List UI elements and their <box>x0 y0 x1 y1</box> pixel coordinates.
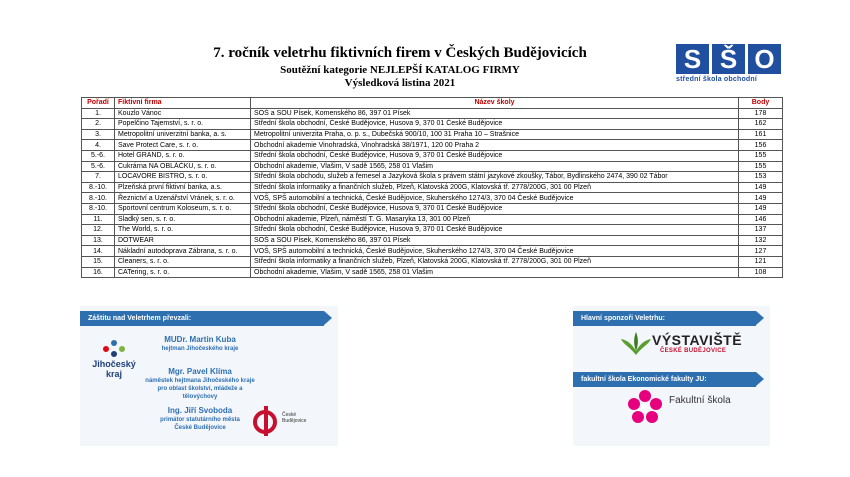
table-row <box>82 140 783 151</box>
patron-name: Ing. Jiří Svoboda <box>167 406 233 415</box>
cell-school: Střední škola obchodu, služeb a řemesel a Jazyková škola s právem státní jazykové zkoušky, Tábor, Bydlinského 2474, 390 02 Tábor <box>251 172 739 183</box>
cell-company: Cleaners, s. r. o. <box>115 256 251 267</box>
city-emblem-icon <box>252 402 282 440</box>
table-row <box>82 172 783 183</box>
ceske-budejovice-logo <box>252 402 312 442</box>
cell-school: Střední škola obchodní, České Budějovice, Husova 9, 370 01 České Budějovice <box>251 150 739 161</box>
column-header-company: Fiktivní firma <box>115 98 251 109</box>
main-sponsors-heading: Hlavní sponzoři Veletrhu: <box>573 311 756 326</box>
cell-school: SOŠ a SOU Písek, Komenského 86, 397 01 Písek <box>251 235 739 246</box>
cell-school: Střední škola obchodní, České Budějovice, Husova 9, 370 01 České Budějovice <box>251 119 739 130</box>
faculty-logo-title: Fakultní škola <box>669 395 731 406</box>
table-row <box>82 129 783 140</box>
patron-2 <box>120 366 280 401</box>
cell-school: Střední škola obchodní, České Budějovice, Husova 9, 370 01 České Budějovice <box>251 203 739 214</box>
cell-company: The World, s. r. o. <box>115 225 251 236</box>
results-table <box>81 97 783 278</box>
city-logo-text: České Budějovice <box>282 412 307 424</box>
table-row <box>82 214 783 225</box>
cell-school: Obchodní akademie, Plzeň, náměstí T. G. Masaryka 13, 301 00 Plzeň <box>251 214 739 225</box>
patron-name: Mgr. Pavel Klíma <box>168 367 232 376</box>
faculty-flower-icon <box>625 388 665 428</box>
cell-company: Metropolitní univerzitní banka, a. s. <box>115 129 251 140</box>
cell-points: 153 <box>739 172 783 183</box>
document-header <box>180 44 620 90</box>
table-row <box>82 150 783 161</box>
cell-rank: 14. <box>82 246 115 257</box>
cell-points: 149 <box>739 193 783 204</box>
cell-school: VOŠ, SPŠ automobilní a technická, České Budějovice, Skuherského 1274/3, 370 04 České Budějovice <box>251 193 739 204</box>
table-row <box>82 108 783 119</box>
vystaviste-title: VÝSTAVIŠTĚ <box>652 332 743 348</box>
cell-points: 155 <box>739 161 783 172</box>
cell-rank: 11. <box>82 214 115 225</box>
cell-rank: 8.-10. <box>82 203 115 214</box>
table-body <box>82 108 783 278</box>
cell-rank: 7. <box>82 172 115 183</box>
column-header-school: Název školy <box>251 98 739 109</box>
cell-points: 127 <box>739 246 783 257</box>
cell-company: Řeznictví a Uzenářství Vránek, s. r. o. <box>115 193 251 204</box>
cell-company: DOTWEAR <box>115 235 251 246</box>
patronage-heading: Záštitu nad Veletrhem převzali: <box>80 311 324 326</box>
cell-rank: 15. <box>82 256 115 267</box>
cell-company: Save Protect Care, s. r. o. <box>115 140 251 151</box>
sso-logo <box>676 44 788 88</box>
cell-points: 132 <box>739 235 783 246</box>
table-row <box>82 182 783 193</box>
patron-1 <box>120 334 280 353</box>
cell-points: 178 <box>739 108 783 119</box>
cell-school: Obchodní akademie, Vlašim, V sadě 1565, 258 01 Vlašim <box>251 267 739 278</box>
cell-points: 156 <box>739 140 783 151</box>
column-header-points: Body <box>739 98 783 109</box>
cell-rank: 3. <box>82 129 115 140</box>
cell-school: SOŠ a SOU Písek, Komenského 86, 397 01 Písek <box>251 108 739 119</box>
cell-school: Obchodní akademie Vinohradská, Vinohradská 38/1971, 120 00 Praha 2 <box>251 140 739 151</box>
column-header-rank: Pořadí <box>82 98 115 109</box>
cell-company: Hotel GRAND, s. r. o. <box>115 150 251 161</box>
patron-name: MUDr. Martin Kuba <box>164 335 236 344</box>
vystaviste-flower-icon <box>620 331 652 357</box>
cell-company: LOCAVORE BISTRO, s. r. o. <box>115 172 251 183</box>
vystaviste-logo <box>620 331 760 355</box>
cell-rank: 5.-6. <box>82 150 115 161</box>
table-row <box>82 119 783 130</box>
table-row <box>82 246 783 257</box>
cell-points: 161 <box>739 129 783 140</box>
fakultni-skola-logo <box>625 388 775 432</box>
logo-letter: O <box>748 44 781 74</box>
results-subtitle: Výsledková listina 2021 <box>344 77 456 89</box>
cell-company: Plzeňská první fiktivní banka, a.s. <box>115 182 251 193</box>
category-title: Soutěžní kategorie NEJLEPŠÍ KATALOG FIRMY <box>280 64 520 76</box>
logo-text: střední škola obchodní <box>676 76 758 83</box>
logo-letter: S <box>676 44 709 74</box>
cell-school: Metropolitní univerzita Praha, o. p. s., Dubečská 900/10, 100 31 Praha 10 – Strašnice <box>251 129 739 140</box>
table-row <box>82 267 783 278</box>
vystaviste-subtitle: ČESKÉ BUDĚJOVICE <box>660 348 727 354</box>
table-row <box>82 225 783 236</box>
cell-rank: 4. <box>82 140 115 151</box>
cell-rank: 13. <box>82 235 115 246</box>
cell-rank: 8.-10. <box>82 182 115 193</box>
cell-points: 155 <box>739 150 783 161</box>
cell-company: CATering, s. r. o. <box>115 267 251 278</box>
cell-rank: 8.-10. <box>82 193 115 204</box>
table-row <box>82 235 783 246</box>
cell-points: 149 <box>739 203 783 214</box>
cell-rank: 1. <box>82 108 115 119</box>
cell-company: Kouzlo Vánoc <box>115 108 251 119</box>
cell-school: Střední škola informatiky a finančních služeb, Plzeň, Klatovská 200G, Klatovská tř. 2778/200G, 301 00 Plzeň <box>251 182 739 193</box>
cell-points: 121 <box>739 256 783 267</box>
cell-rank: 12. <box>82 225 115 236</box>
cell-school: Střední škola obchodní, České Budějovice, Husova 9, 370 01 České Budějovice <box>251 225 739 236</box>
cell-company: Popelčino Tajemství, s. r. o. <box>115 119 251 130</box>
table-row <box>82 203 783 214</box>
cell-school: Střední škola informatiky a finančních služeb, Plzeň, Klatovská 200G, Klatovská tř. 2778/200G, 301 00 Plzeň <box>251 256 739 267</box>
logo-letter: Š <box>712 44 745 74</box>
cell-company: Sladký sen, s. r. o. <box>115 214 251 225</box>
table-row <box>82 256 783 267</box>
patron-desc: hejtman Jihočeského kraje <box>161 346 239 352</box>
patron-desc: náměstek hejtmana Jihočeského kraje pro oblast školství, mládeže a tělovýchovy <box>145 378 255 400</box>
cell-rank: 16. <box>82 267 115 278</box>
table-header-row <box>82 98 783 109</box>
region-logo-text: Jihočeský kraj <box>92 359 136 379</box>
faculty-school-heading: fakultní škola Ekonomické fakulty JU: <box>573 372 756 387</box>
cell-company: Sportovní centrum Koloseum, s. r. o. <box>115 203 251 214</box>
cell-points: 162 <box>739 119 783 130</box>
patron-desc: primátor statutárního města České Budějovice <box>160 417 240 431</box>
cell-points: 108 <box>739 267 783 278</box>
cell-company: Nákladní autodoprava Zábrana, s. r. o. <box>115 246 251 257</box>
page-title: 7. ročník veletrhu fiktivních firem v Českých Budějovicích <box>213 45 587 61</box>
cell-points: 137 <box>739 225 783 236</box>
cell-school: Obchodní akademie, Vlašim, V sadě 1565, 258 01 Vlašim <box>251 161 739 172</box>
cell-rank: 2. <box>82 119 115 130</box>
table-row <box>82 193 783 204</box>
cell-company: Cukrárna NA OBLÁČKU, s. r. o. <box>115 161 251 172</box>
cell-points: 149 <box>739 182 783 193</box>
cell-rank: 5.-6. <box>82 161 115 172</box>
cell-points: 146 <box>739 214 783 225</box>
cell-school: VOŠ, SPŠ automobilní a technická, České Budějovice, Skuherského 1274/3, 370 04 České Budějovice <box>251 246 739 257</box>
table-row <box>82 161 783 172</box>
